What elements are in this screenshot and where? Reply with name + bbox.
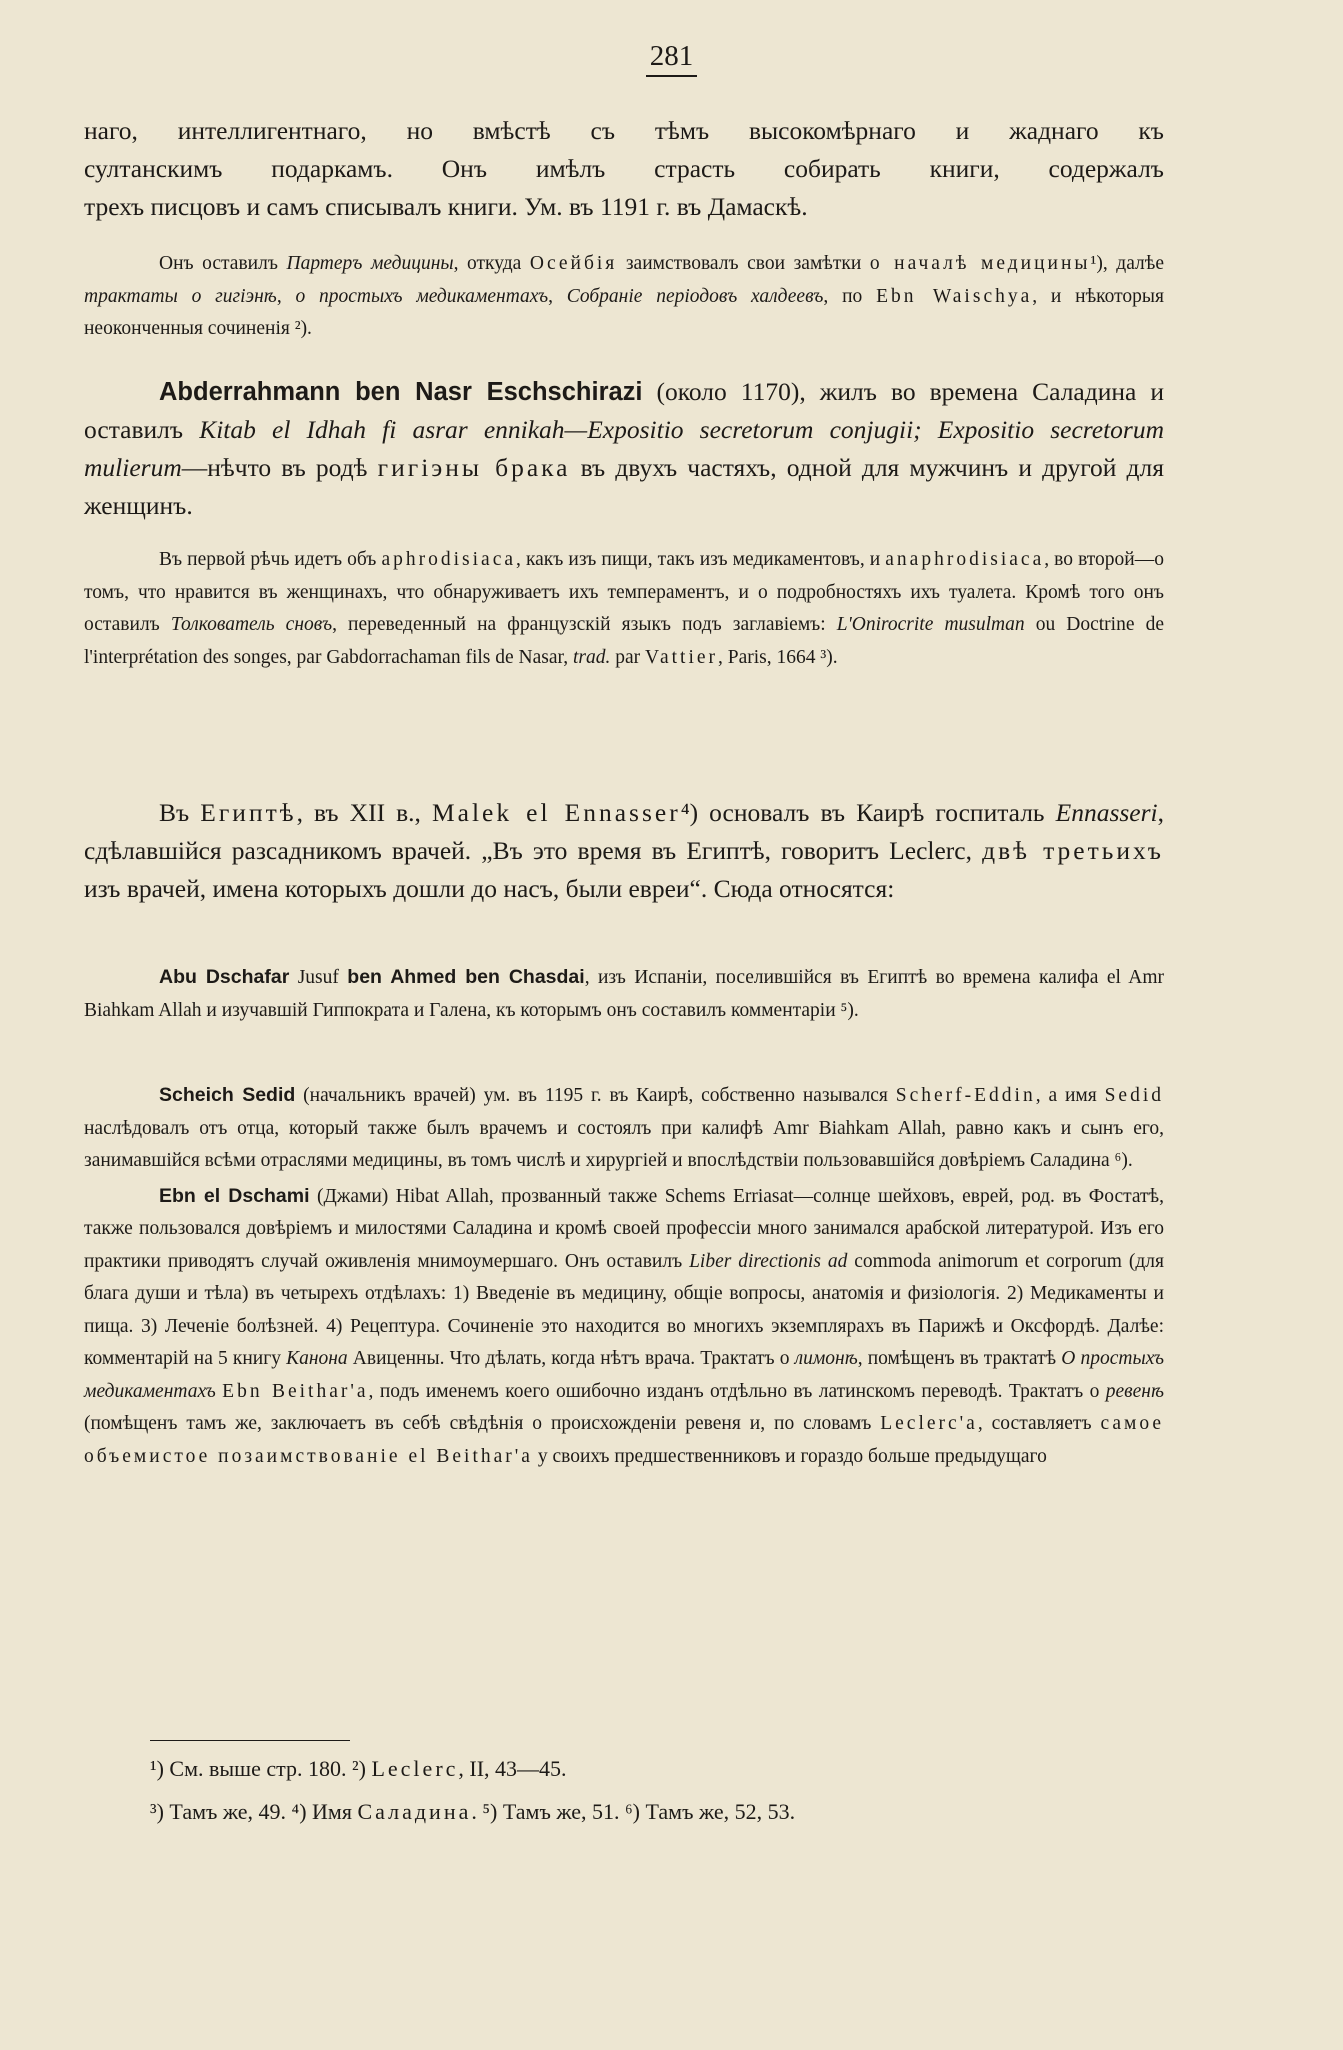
book-title: Партеръ медицины: [286, 253, 454, 274]
spaced-name: Vattier: [645, 646, 719, 668]
person-name: Scheich Sedid: [159, 1084, 296, 1106]
spaced-term: aphrodisiaca: [381, 549, 517, 570]
text-line: наго, интеллигентнаго, но вмѣстѣ съ тѣмъ высокомѣрнаго и жаднаго къ: [84, 116, 1164, 145]
page-number: 281: [0, 40, 1343, 77]
book-title: Канона: [286, 1348, 348, 1369]
spaced-name: Саладина: [357, 1799, 472, 1824]
spaced-place: Египтѣ: [200, 798, 297, 827]
book-title: О простыхъ медикаментахъ: [84, 1348, 1164, 1402]
footnote-divider: [150, 1740, 350, 1741]
text-line: трехъ писцовъ и самъ списывалъ книги. Ум. въ 1191 г. въ Дамаскѣ.: [84, 192, 808, 221]
institution-name: Ennasseri: [1055, 798, 1158, 827]
paragraph-ebn-el-dschami: Ebn el Dschami (Джами) Hibat Allah, прозванный также Schems Erriasat—солнце шейховъ, еврей, род. въ Фостатѣ, также пользовался довѣрiемъ и милостями Саладина и кромѣ своей профессiи много занимался арабской литературой. Изъ его практики приводятъ случай оживленiя мнимоумершаго. Онъ оставилъ Liber directionis ad commoda animorum et corporum (для блага души и тѣла) въ четырехъ отдѣлахъ: 1) Введенiе въ медицину, общiе вопросы, анатомiя и физiологiя. 2) Медикаменты и пища. 3) Леченiе болѣзней. 4) Рецептура. Сочиненiе это находится во многихъ экземплярахъ въ Парижѣ и Оксфордѣ. Далѣе: комментарiй на 5 книгу Канона Авиценны. Что дѣлать, когда нѣтъ врача. Трактатъ о лимонѣ, помѣщенъ въ трактатѣ О простыхъ медикаментахъ Ebn Beithar'a, подъ именемъ коего ошибочно изданъ отдѣльно въ латинскомъ переводѣ. Трактатъ о ревенѣ (помѣщенъ тамъ же, заключаетъ въ себѣ свѣдѣнiя о происхожденiи ревеня и, по словамъ Leclerc'a, составляетъ самое объемистое позаимствованiе el Beithar'a у своихъ предшественниковъ и гораздо больше предыдущаго: [84, 1184, 1164, 1467]
spaced-name: Leclerc'a: [880, 1413, 978, 1434]
spaced-phrase: двѣ третьихъ: [982, 836, 1164, 865]
paragraph-aphrodisiaca: Въ первой рѣчь идетъ объ aphrodisiaca, какъ изъ пищи, такъ изъ медикаментовъ, и anaphrodisiaca, во второй—о томъ, что нравится въ женщинахъ, что обнаруживаетъ ихъ темпераментъ, и о подробностяхъ ихъ туалета. Кромѣ того онъ оставилъ Толкователь сновъ, переведенный на французскiй языкъ подъ заглавiемъ: L'Onirocrite musulman ou Doctrine de l'interprétation des songes, par Gabdorrachaman fils de Nasar, trad. par Vattier, Paris, 1664 ³).: [84, 549, 1164, 668]
book-title: ревенѣ: [1105, 1380, 1164, 1402]
spaced-name: Sedid: [1104, 1085, 1164, 1106]
spaced-name: Scherf-Eddin: [895, 1085, 1036, 1106]
person-name: Abu Dschafar: [159, 966, 290, 988]
book-title: лимонѣ: [794, 1348, 858, 1369]
spaced-name: Осейбiя: [529, 253, 618, 274]
book-title: о простыхъ медикаментахъ: [295, 285, 549, 307]
spaced-name: Leclerc: [371, 1756, 459, 1781]
spaced-phrase: гигiэны брака: [377, 453, 571, 482]
book-title: Собранiе перiодовъ халдеевъ: [566, 285, 824, 307]
paragraph-abderrahmann: Abderrahmann ben Nasr Eschschirazi (около 1170), жилъ во времена Саладина и оставилъ Kitab el Idhah fi asrar ennikah—Expositio secretorum conjugii; Expositio secretorum mulierum—нѣчто въ родѣ гигiэны брака въ двухъ частяхъ, одной для мужчинъ и другой для женщинъ.: [84, 377, 1164, 520]
spaced-phrase: самое объемистое позаимствованiе el Beithar'a: [84, 1413, 1164, 1467]
spaced-name: Ebn Waischya: [876, 285, 1033, 307]
footnote-line: ¹) См. выше стр. 180. ²) Leclerc, II, 43—45.: [150, 1756, 567, 1781]
paragraph-sedid-and-dschami: Scheich Sedid (начальникъ врачей) ум. въ 1195 г. въ Каирѣ, собственно назывался Scherf-Eddin, а имя Sedid наслѣдовалъ отъ отца, который также былъ врачемъ и состоялъ при калифѣ Amr Biahkam Allah, равно какъ и сынъ его, занимавшiйся всѣми отраслями медицины, въ томъ числѣ и хирургiей и впослѣдствiи пользовавшiйся довѣрiемъ Саладина ⁶). Ebn el Dschami (Джами) Hibat Allah, прозванный также Schems Erriasat—солнце шейховъ, еврей, род. въ Фостатѣ, также пользовался довѣрiемъ и милостями Саладина и кромѣ своей профессiи много занимался арабской литературой. Изъ его практики приводятъ случай оживленiя мнимоумершаго. Онъ оставилъ Liber directionis ad commoda animorum et corporum (для блага души и тѣла) въ четырехъ отдѣлахъ: 1) Введенiе въ медицину, общiе вопросы, анатомiя и физiологiя. 2) Медикаменты и пища. 3) Леченiе болѣзней. 4) Рецептура. Сочиненiе это находится во многихъ экземплярахъ въ Парижѣ и Оксфордѣ. Далѣе: комментарiй на 5 книгу Канона Авиценны. Что дѣлать, когда нѣтъ врача. Трактатъ о лимонѣ, помѣщенъ въ трактатѣ О простыхъ медикаментахъ Ebn Beithar'a, подъ именемъ коего ошибочно изданъ отдѣльно въ латинскомъ переводѣ. Трактатъ о ревенѣ (помѣщенъ тамъ же, заключаетъ въ себѣ свѣдѣнiя о происхожденiи ревеня и, по словамъ Leclerc'a, составляетъ самое объемистое позаимствованiе el Beithar'a у своихъ предшественниковъ и гораздо больше предыдущаго: [84, 1079, 1164, 1473]
person-name: ben Ahmed ben Chasdai: [347, 966, 585, 988]
person-name: Ebn el Dschami: [159, 1184, 310, 1207]
paragraph-abu-dschafar: Abu Dschafar Jusuf ben Ahmed ben Chasdai, изъ Испанiи, поселившiйся въ Египтѣ во времена калифа el Amr Biahkam Allah и изучавшiй Гиппократа и Галена, къ которымъ онъ составилъ комментарiи ⁵).: [84, 966, 1165, 1021]
book-title: Kitab el Idhah fi asrar ennikah—Expositio secretorum conjugii; Expositio secretorum mulierum: [84, 415, 1164, 482]
spaced-name: Malek el Ennasser: [431, 798, 681, 827]
book-title: L'Onirocrite musulman: [836, 614, 1025, 635]
paragraph-works-note: Онъ оставилъ Партеръ медицины, откуда Осейбiя заимствовалъ свои замѣтки о началѣ медицины¹), далѣе трактаты о гигiэнѣ, о простыхъ медикаментахъ, Собранiе перiодовъ халдеевъ, по Ebn Waischya, и нѣкоторыя неоконченныя сочиненiя ²).: [84, 253, 1165, 339]
spaced-name: Ebn Beithar'a: [222, 1380, 369, 1402]
spaced-phrase: о началѣ медицины: [869, 253, 1091, 274]
book-title: Liber directionis ad: [689, 1250, 848, 1272]
book-title: трактаты о гигiэнѣ: [84, 285, 277, 307]
paragraph-egypt: Въ Египтѣ, въ XII в., Malek el Ennasser⁴) основалъ въ Каирѣ госпиталь Ennasseri, сдѣлавшiйся разсадникомъ врачей. „Въ это время въ Египтѣ, говоритъ Leclerc, двѣ третьихъ изъ врачей, имена которыхъ дошли до насъ, были евреи“. Сюда относятся:: [84, 798, 1164, 903]
person-name: Abderrahmann ben Nasr Eschschirazi: [159, 378, 643, 406]
book-title: Толкователь сновъ: [170, 614, 333, 635]
footnote-line: ³) Тамъ же, 49. ⁴) Имя Саладина. ⁵) Тамъ же, 51. ⁶) Тамъ же, 52, 53.: [150, 1799, 796, 1824]
spaced-term: anaphrodisiaca: [885, 549, 1045, 570]
text-line: султанскимъ подаркамъ. Онъ имѣлъ страсть собирать книги, содержалъ: [84, 154, 1164, 183]
paragraph-continuation: [84, 112, 1164, 226]
